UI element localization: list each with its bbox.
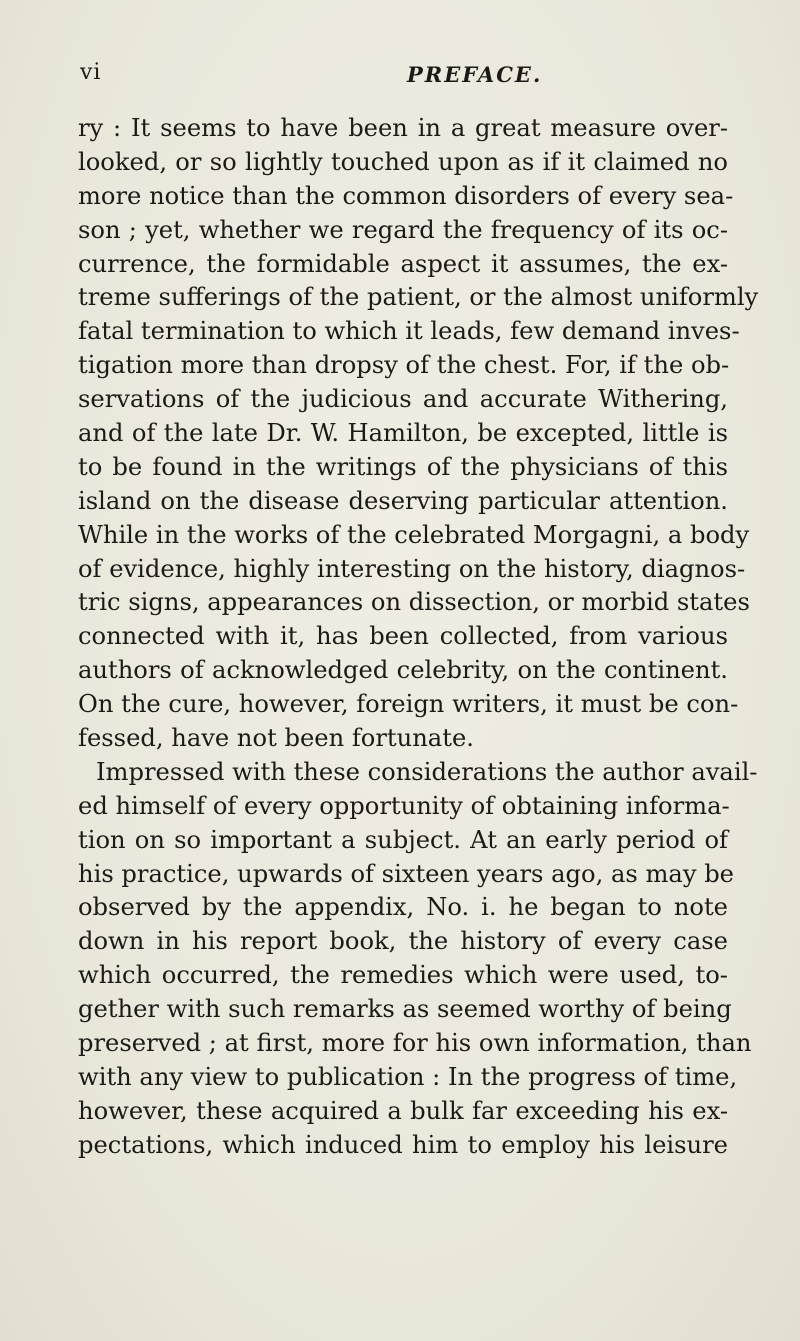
text-line: treme sufferings of the patient, or the almost uniformly [78,283,759,312]
text-line: ry : It seems to have been in a great measure over- [78,114,728,142]
text-line: tion on so important a subject. At an early period of [78,825,728,854]
text-line: with any view to publication : In the progress of time, [78,1062,738,1091]
running-title: PREFACE. [407,62,543,87]
text-line: While in the works of the celebrated Morgagni, a body [78,520,750,549]
text-line: ed himself of every opportunity of obtaining informa- [78,791,730,820]
text-line: island on the disease deserving particular attention. [78,486,728,515]
text-line: authors of acknowledged celebrity, on the continent. [78,656,728,685]
text-line: currence, the formidable aspect it assumes, the ex- [78,249,728,278]
text-line: looked, or so lightly touched upon as if it claimed no [78,147,728,176]
page-header [80,60,720,96]
text-line: observed by the appendix, No. i. he began to note [78,893,728,922]
text-line: tigation more than dropsy of the chest. For, if the ob- [78,351,730,380]
text-line: and of the late Dr. W. Hamilton, be excepted, little is [78,419,728,448]
text-line: more notice than the common disorders of every sea- [78,181,734,210]
text-line: fatal termination to which it leads, few demand inves- [78,317,740,346]
page-number: vi [80,60,102,85]
text-line: preserved ; at first, more for his own information, than [78,1029,752,1058]
text-line: gether with such remarks as seemed worthy of being [78,995,732,1024]
text-line: Impressed with these considerations the author avail- [96,757,758,786]
text-line: to be found in the writings of the physicians of this [78,452,728,481]
text-line: down in his report book, the history of every case [78,927,728,956]
text-line: pectations, which induced him to employ his leisure [78,1130,728,1159]
text-line: however, these acquired a bulk far exceeding his ex- [78,1096,728,1125]
text-line: son ; yet, whether we regard the frequency of its oc- [78,215,728,244]
text-line: which occurred, the remedies which were used, to- [78,961,728,990]
text-line: On the cure, however, foreign writers, it must be con- [78,690,739,719]
text-line: servations of the judicious and accurate Withering, [78,385,728,414]
text-line: tric signs, appearances on dissection, or morbid states [78,588,750,617]
text-line: of evidence, highly interesting on the history, diagnos- [78,554,746,583]
text-line: connected with it, has been collected, from various [78,622,728,651]
body-text [78,112,759,1163]
text-line: his practice, upwards of sixteen years ago, as may be [78,859,734,888]
text-line: fessed, have not been fortunate. [78,724,474,753]
